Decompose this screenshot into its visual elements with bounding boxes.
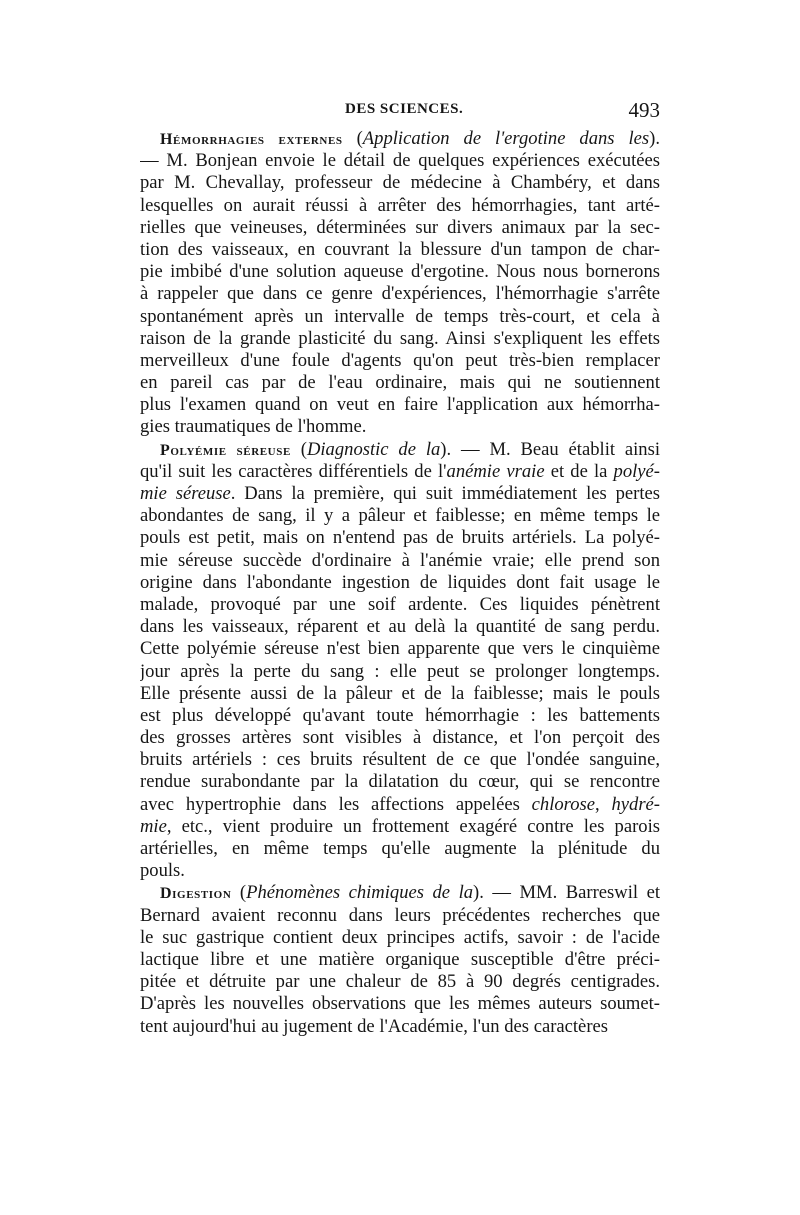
text-run: lesquelles on aurait réussi à arrêter des hémorrhagies, tant arté- — [140, 194, 660, 216]
text-line — [140, 838, 660, 860]
text-line — [140, 527, 660, 549]
text-run: ). — MM. Barreswil et — [473, 882, 660, 904]
text-run: pouls. — [140, 860, 185, 882]
text-line — [140, 949, 660, 971]
text-line — [140, 661, 660, 683]
text-line — [140, 261, 660, 283]
section-title: Polyémie séreuse — [160, 441, 291, 459]
text-line — [140, 283, 660, 305]
text-line — [140, 505, 660, 527]
text-run: D'après les nouvelles observations que les mêmes auteurs soumet- — [140, 993, 660, 1015]
text-line — [140, 328, 660, 350]
text-run: le suc gastrique contient deux principes actifs, savoir : de l'acide — [140, 926, 660, 948]
text-run: ( — [342, 128, 363, 149]
text-line — [140, 483, 660, 505]
text-run: Bernard avaient reconnu dans leurs précédentes recherches que — [140, 904, 660, 926]
text-line — [140, 638, 660, 660]
text-line — [140, 705, 660, 727]
text-run: rielles que veineuses, déterminées sur divers animaux par la sec- — [140, 216, 660, 238]
text-run: en pareil cas par de l'eau ordinaire, mais qui ne soutiennent — [140, 372, 660, 394]
text-line — [140, 461, 660, 483]
text-run: malade, provoqué par une soif ardente. Ces liquides pénètrent — [140, 593, 660, 615]
text-line — [140, 172, 660, 194]
text-run: Cette polyémie séreuse n'est bien apparente que vers le cinquième — [140, 638, 660, 660]
italic-text: chlorose — [531, 793, 595, 815]
text-run: pitée et détruite par une chaleur de 85 à 90 degrés centigrades. — [140, 971, 660, 993]
text-run: spontanément après un intervalle de temps très-court, et cela à — [140, 305, 660, 327]
text-line — [140, 372, 660, 394]
running-title: DES SCIENCES. — [345, 101, 464, 117]
section-heading-line — [140, 882, 660, 904]
text-run: merveilleux d'une foule d'agents qu'on peut très-bien remplacer — [140, 349, 660, 371]
text-line — [140, 150, 660, 172]
text-run: pie imbibé d'une solution aqueuse d'ergotine. Nous nous bornerons — [140, 261, 660, 283]
text-run: rendue surabondante par la dilatation du cœur, qui se rencontre — [140, 771, 660, 793]
text-run: , etc., vient produire un frottement exagéré contre les parois — [166, 815, 660, 837]
text-line — [140, 927, 660, 949]
italic-text: mie — [140, 815, 167, 837]
text-run: — M. Bonjean envoie le détail de quelques expériences exécutées — [140, 150, 660, 172]
text-run: mie séreuse succède d'ordinaire à l'anémie vraie; elle prend son — [140, 549, 660, 571]
italic-text: polyé- — [613, 460, 660, 482]
section-heading-line — [140, 128, 660, 150]
section-hemorrhagies — [140, 128, 660, 439]
text-line — [140, 594, 660, 616]
text-line — [140, 971, 660, 993]
text-run: jour après la perte du sang : elle peut se prolonger longtemps. — [140, 660, 660, 682]
text-run: tion des vaisseaux, en couvrant la blessure d'un tampon de char- — [140, 238, 660, 260]
text-run: bruits artériels : ces bruits résultent de ce que l'ondée sanguine, — [140, 749, 660, 771]
text-line — [140, 416, 660, 438]
text-line — [140, 550, 660, 572]
text-run: pouls est petit, mais on n'entend pas de bruits artériels. La polyé- — [140, 527, 660, 549]
text-line — [140, 816, 660, 838]
page-body — [140, 128, 660, 1038]
text-run: et de la — [544, 460, 614, 482]
text-run: qu'il suit les caractères différentiels de l' — [140, 460, 447, 482]
text-line — [140, 572, 660, 594]
text-line — [140, 727, 660, 749]
text-line — [140, 771, 660, 793]
text-line — [140, 616, 660, 638]
text-run: ( — [231, 882, 247, 904]
text-run: lactique libre et une matière organique susceptible d'être préci- — [140, 948, 660, 970]
text-run: raison de la grande plasticité du sang. Ainsi s'expliquent les effets — [140, 327, 660, 349]
text-line — [140, 1016, 660, 1038]
section-title: Digestion — [160, 885, 232, 903]
text-line — [140, 217, 660, 239]
text-run: avec hypertrophie dans les affections appelées — [140, 793, 532, 815]
text-line — [140, 860, 660, 882]
italic-text: hydré- — [611, 793, 660, 815]
text-line — [140, 394, 660, 416]
text-run: origine dans l'abondante ingestion de liquides dont fait usage le — [140, 571, 660, 593]
text-run: ( — [290, 438, 307, 460]
text-line — [140, 794, 660, 816]
page-header — [140, 98, 660, 125]
text-line — [140, 993, 660, 1015]
text-run: artérielles, en même temps qu'elle augmente la plénitude du — [140, 838, 660, 859]
text-run: par M. Chevallay, professeur de médecine à Chambéry, et dans — [140, 172, 660, 194]
text-run: Elle présente aussi de la pâleur et de la faiblesse; mais le pouls — [140, 682, 660, 704]
page-number: 493 — [628, 98, 660, 122]
text-run: ). — [649, 128, 660, 149]
text-run: est plus développé qu'avant toute hémorrhagie : les battements — [140, 704, 660, 726]
text-run: gies traumatiques de l'homme. — [140, 416, 367, 438]
text-line — [140, 239, 660, 261]
italic-text: Phénomènes chimiques de la — [246, 882, 474, 904]
italic-text: Application de l'ergotine dans les — [362, 128, 650, 149]
text-line — [140, 306, 660, 328]
text-run: ). — M. Beau établit ainsi — [440, 438, 660, 460]
text-line — [140, 195, 660, 217]
text-run: , — [595, 793, 612, 815]
text-line — [140, 683, 660, 705]
section-polyemie — [140, 439, 660, 883]
text-run: abondantes de sang, il y a pâleur et faiblesse; en même temps le — [140, 505, 660, 527]
text-run: à rappeler que dans ce genre d'expériences, l'hémorrhagie s'arrête — [140, 283, 660, 305]
italic-text: Diagnostic de la — [306, 438, 441, 460]
text-run: dans les vaisseaux, réparent et au delà la quantité de sang perdu. — [140, 616, 660, 638]
section-title: Hémorrhagies externes — [160, 131, 343, 148]
text-run: des grosses artères sont visibles à distance, et l'on perçoit des — [140, 727, 660, 749]
text-run: tent aujourd'hui au jugement de l'Académie, l'un des caractères — [140, 1015, 608, 1037]
text-run: plus l'examen quand on veut en faire l'application aux hémorrha- — [140, 394, 660, 416]
text-line — [140, 749, 660, 771]
section-digestion — [140, 882, 660, 1037]
text-line — [140, 905, 660, 927]
section-heading-line — [140, 439, 660, 461]
text-run: . Dans la première, qui suit immédiatement les pertes — [230, 483, 660, 504]
text-line — [140, 350, 660, 372]
italic-text: mie séreuse — [140, 483, 231, 504]
italic-text: anémie vraie — [446, 460, 545, 482]
